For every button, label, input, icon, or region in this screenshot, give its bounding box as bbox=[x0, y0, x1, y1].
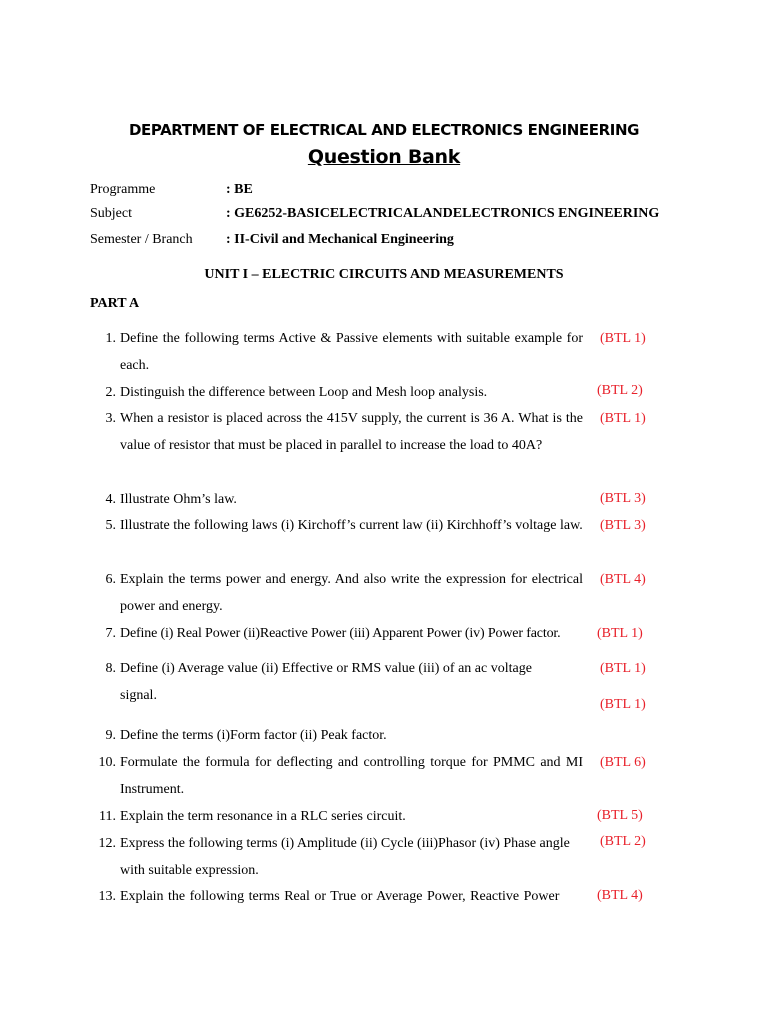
btl-level-badge: (BTL 6) bbox=[600, 755, 646, 770]
semester-branch-label: Semester / Branch bbox=[90, 232, 193, 247]
question-number: 4. bbox=[105, 492, 116, 507]
question-number: 10. bbox=[98, 755, 116, 770]
question-text: Illustrate the following laws (i) Kirchoff’s current law (ii) Kirchhoff’s voltage law. bbox=[120, 518, 583, 533]
question-text: Formulate the formula for deflecting and controlling torque for PMMC and MI Instrument. bbox=[120, 755, 583, 797]
btl-level-badge: (BTL 5) bbox=[597, 808, 643, 823]
unit-title: UNIT I – ELECTRIC CIRCUITS AND MEASUREMENTS bbox=[204, 267, 564, 282]
question-text: Define the terms (i)Form factor (ii) Peak factor. bbox=[120, 728, 387, 743]
programme-label: Programme bbox=[90, 182, 156, 197]
btl-level-badge: (BTL 4) bbox=[597, 888, 643, 903]
semester-branch-value: : II-Civil and Mechanical Engineering bbox=[226, 232, 454, 247]
question-text: Define (i) Average value (ii) Effective or RMS value (iii) of an ac voltage signal. bbox=[120, 661, 532, 703]
btl-level-badge: (BTL 3) bbox=[600, 518, 646, 533]
question-number: 1. bbox=[105, 331, 116, 346]
subject-label: Subject bbox=[90, 206, 132, 221]
question-text: When a resistor is placed across the 415V supply, the current is 36 A. What is the value of resistor that must be placed in parallel to increase the load to 40A? bbox=[120, 411, 583, 453]
programme-value: : BE bbox=[226, 182, 253, 197]
btl-level-badge: (BTL 2) bbox=[597, 383, 643, 398]
question-number: 13. bbox=[98, 889, 116, 904]
question-text: Explain the term resonance in a RLC series circuit. bbox=[120, 809, 406, 824]
btl-level-badge: (BTL 1) bbox=[600, 411, 646, 426]
question-number: 5. bbox=[105, 518, 116, 533]
btl-level-badge: (BTL 3) bbox=[600, 491, 646, 506]
question-text: Explain the following terms Real or True or Average Power, Reactive Power bbox=[120, 889, 560, 904]
btl-level-badge: (BTL 1) bbox=[600, 331, 646, 346]
question-number: 9. bbox=[105, 728, 116, 743]
question-number: 11. bbox=[99, 809, 116, 824]
page-title: Question Bank bbox=[307, 146, 461, 168]
btl-level-badge: (BTL 2) bbox=[600, 834, 646, 849]
question-text: Define the following terms Active & Passive elements with suitable example for each. bbox=[120, 331, 583, 373]
question-number: 7. bbox=[105, 626, 116, 641]
question-text: Define (i) Real Power (ii)Reactive Power (iii) Apparent Power (iv) Power factor. bbox=[120, 626, 561, 641]
question-text: Illustrate Ohm’s law. bbox=[120, 492, 237, 507]
question-number: 12. bbox=[98, 836, 116, 851]
question-text: Distinguish the difference between Loop and Mesh loop analysis. bbox=[120, 385, 488, 400]
question-number: 2. bbox=[105, 385, 116, 400]
question-text: Explain the terms power and energy. And also write the expression for electrical power and energy. bbox=[120, 572, 583, 614]
btl-level-badge: (BTL 1) bbox=[600, 661, 646, 676]
question-number: 6. bbox=[105, 572, 116, 587]
question-number: 3. bbox=[105, 411, 116, 426]
department-heading: DEPARTMENT OF ELECTRICAL AND ELECTRONICS ENGINEERING bbox=[128, 121, 640, 139]
question-text: Express the following terms (i) Amplitude (ii) Cycle (iii)Phasor (iv) Phase angle with suitable expression. bbox=[120, 836, 570, 878]
question-number: 8. bbox=[105, 661, 116, 676]
btl-level-badge: (BTL 1) bbox=[597, 626, 643, 641]
btl-level-badge: (BTL 4) bbox=[600, 572, 646, 587]
subject-value: : GE6252-BASICELECTRICALANDELECTRONICS ENGINEERING bbox=[226, 206, 660, 221]
part-title: PART A bbox=[90, 296, 140, 311]
btl-level-badge: (BTL 1) bbox=[600, 697, 646, 712]
